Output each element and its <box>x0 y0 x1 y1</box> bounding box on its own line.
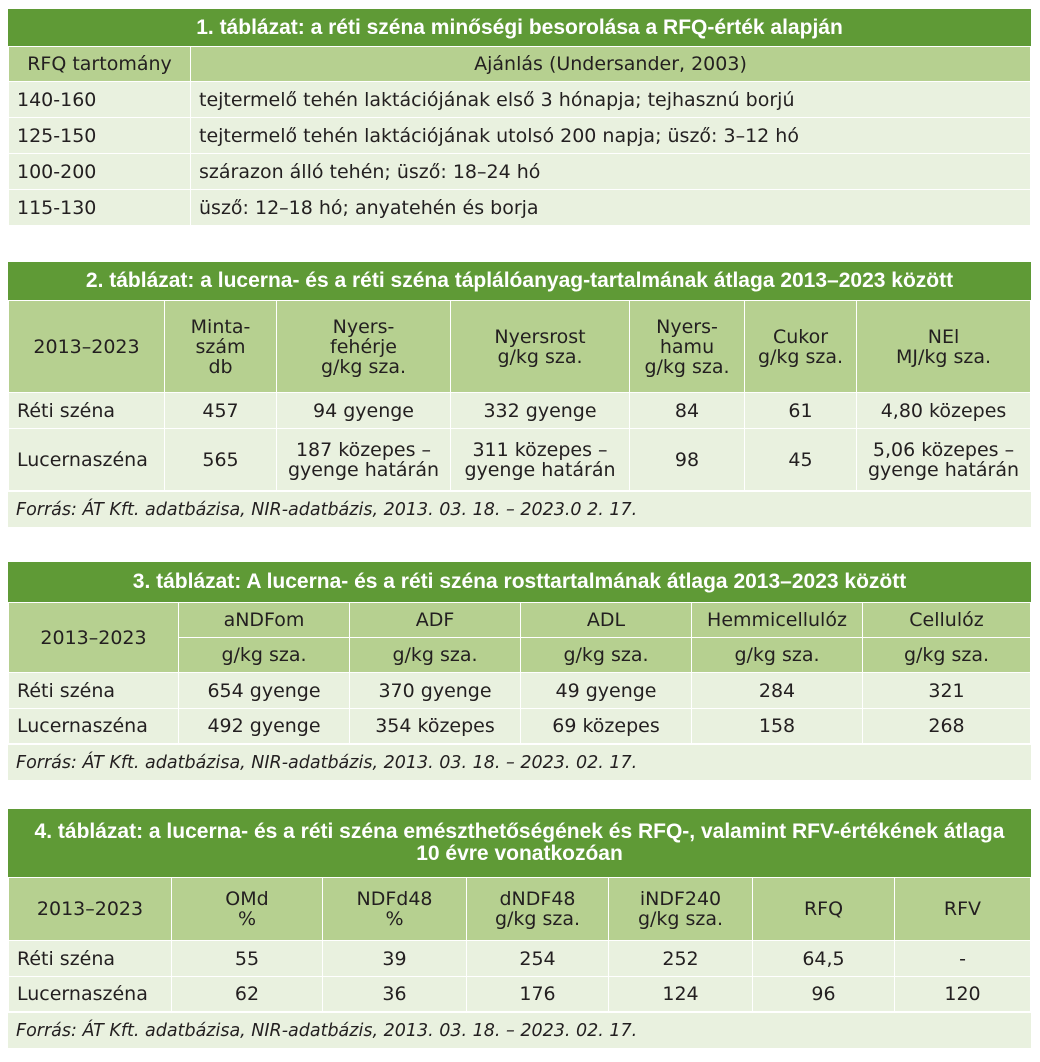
table-row <box>9 709 1031 744</box>
t2-cell <box>451 393 630 429</box>
t2-cell-line: 84 <box>674 399 700 422</box>
t4-cell: 120 <box>895 977 1031 1012</box>
t2-cell-line: 94 gyenge <box>312 399 414 422</box>
t4-cell: 55 <box>172 941 323 977</box>
t3-cell: 370 gyenge <box>350 673 521 709</box>
table-4 <box>8 809 1031 1048</box>
t2-cell-line: 311 közepes – <box>472 438 608 461</box>
t4-header <box>467 878 609 941</box>
t4-header-label <box>9 878 172 941</box>
t2-header-line: g/kg sza. <box>497 345 583 368</box>
table-row <box>9 941 1031 977</box>
t2-header-line: Cukor <box>772 325 829 348</box>
table-1-title: 1. táblázat: a réti széna minőségi besorolása a RFQ-érték alapján <box>8 9 1031 46</box>
t1-cell: szárazon álló tehén; üsző: 18–24 hó <box>191 154 1031 190</box>
t2-cell-line: 4,80 közepes <box>880 399 1007 422</box>
t2-header-line: NEl <box>927 325 960 348</box>
t3-unit: g/kg sza. <box>179 638 350 673</box>
t2-cell-line: 187 közepes – <box>295 438 432 461</box>
t4-header-line: OMd <box>225 888 269 910</box>
t2-cell <box>451 429 630 491</box>
t4-cell: 124 <box>609 977 753 1012</box>
t2-header <box>745 301 857 393</box>
t3-cell: 354 közepes <box>350 709 521 744</box>
t4-cell: 254 <box>467 941 609 977</box>
t4-header-line: NDFd48 <box>356 888 433 910</box>
t2-cell <box>857 429 1031 491</box>
t3-cell: 49 gyenge <box>521 673 692 709</box>
t3-header-period: 2013–2023 <box>9 603 179 673</box>
t3-unit: g/kg sza. <box>350 638 521 673</box>
t3-cell: 268 <box>863 709 1031 744</box>
t2-header-label <box>9 301 165 393</box>
table-4-source: Forrás: ÁT Kft. adatbázisa, NIR-adatbázis, 2013. 03. 18. – 2023. 02. 17. <box>8 1012 1031 1048</box>
t2-header-line: fehérje <box>330 335 397 358</box>
t3-header: aNDFom <box>179 603 350 638</box>
t4-cell: 252 <box>609 941 753 977</box>
t2-header <box>165 301 277 393</box>
t2-cell-line: Réti széna <box>17 399 116 422</box>
t3-header: ADF <box>350 603 521 638</box>
t4-cell: 62 <box>172 977 323 1012</box>
t2-header <box>857 301 1031 393</box>
t2-cell-line: 565 <box>202 448 239 471</box>
table-4-title <box>8 809 1031 877</box>
t2-cell-line: gyenge határán <box>464 458 616 481</box>
t1-cell: üsző: 12–18 hó; anyatehén és borja <box>191 190 1031 226</box>
t2-header-line: g/kg sza. <box>644 355 730 378</box>
table-3-title: 3. táblázat: A lucerna- és a réti széna rosttartalmának átlaga 2013–2023 között <box>8 562 1031 602</box>
t3-unit: g/kg sza. <box>521 638 692 673</box>
t2-cell <box>630 429 745 491</box>
t2-cell-line: 332 gyenge <box>483 399 597 422</box>
t4-cell: 176 <box>467 977 609 1012</box>
t1-cell: 115-130 <box>9 190 191 226</box>
t4-header-line: g/kg sza. <box>494 908 581 930</box>
table-1-grid <box>8 46 1031 226</box>
table-2-grid <box>8 300 1031 491</box>
table-2 <box>8 262 1031 527</box>
t2-cell-line: 457 <box>202 399 239 422</box>
table-2-title: 2. táblázat: a lucerna- és a réti széna táplálóanyag-tartalmának átlaga 2013–2023 között <box>8 262 1031 300</box>
t2-header-line: Minta- <box>190 315 251 338</box>
t2-header <box>630 301 745 393</box>
t2-cell <box>277 393 451 429</box>
t4-header-line: g/kg sza. <box>637 908 724 930</box>
table-4-title-line1: 4. táblázat: a lucerna- és a réti széna emészthetőségének és RFQ-, valamint RFV-értékének átlaga <box>34 820 1005 843</box>
t2-header-line: g/kg sza. <box>757 345 844 368</box>
t2-header-line: hamu <box>659 335 715 358</box>
t2-header-line: Nyersrost <box>494 325 586 348</box>
t3-unit: g/kg sza. <box>692 638 863 673</box>
table-4-title-line2: 10 évre vonatkozóan <box>416 842 623 865</box>
t4-header-line: RFQ <box>803 898 844 920</box>
table-row <box>9 118 1031 154</box>
t4-cell: 64,5 <box>753 941 895 977</box>
table-3 <box>8 562 1031 780</box>
t2-cell <box>277 429 451 491</box>
table-row <box>9 429 1031 491</box>
t2-cell-label <box>9 393 165 429</box>
t1-cell: 100-200 <box>9 154 191 190</box>
t2-cell <box>745 429 857 491</box>
t4-header <box>609 878 753 941</box>
table-3-source: Forrás: ÁT Kft. adatbázisa, NIR-adatbázis, 2013. 03. 18. – 2023. 02. 17. <box>8 744 1031 780</box>
t2-header-line: 2013–2023 <box>33 335 140 358</box>
t3-cell: 69 közepes <box>521 709 692 744</box>
t2-cell <box>745 393 857 429</box>
table-3-grid <box>8 602 1031 744</box>
t2-cell <box>165 429 277 491</box>
t4-cell: - <box>895 941 1031 977</box>
t1-cell: 140-160 <box>9 82 191 118</box>
table-1 <box>8 9 1031 226</box>
table-row <box>9 977 1031 1012</box>
t3-cell: 158 <box>692 709 863 744</box>
t3-cell: 654 gyenge <box>179 673 350 709</box>
t2-cell-line: gyenge határán <box>867 458 1020 481</box>
t1-cell: 125-150 <box>9 118 191 154</box>
table-4-grid <box>8 877 1031 1012</box>
table-row <box>9 190 1031 226</box>
t4-header-line: RFV <box>943 898 982 920</box>
table-2-source: Forrás: ÁT Kft. adatbázisa, NIR-adatbázis, 2013. 03. 18. – 2023.0 2. 17. <box>8 491 1031 527</box>
t4-header <box>895 878 1031 941</box>
t4-header-line: iNDF240 <box>639 888 722 910</box>
table-row <box>9 154 1031 190</box>
t3-header: Cellulóz <box>863 603 1031 638</box>
t2-cell-line: 5,06 közepes – <box>872 438 1015 461</box>
t4-header-line: 2013–2023 <box>36 898 144 920</box>
t2-cell-line: 61 <box>788 399 813 422</box>
t2-header-line: szám <box>195 335 246 358</box>
t2-header-line: Nyers- <box>332 315 395 338</box>
t4-header <box>323 878 467 941</box>
t4-header-line: % <box>237 908 257 930</box>
t2-cell <box>857 393 1031 429</box>
t2-header <box>451 301 630 393</box>
t2-cell-label <box>9 429 165 491</box>
t4-header <box>172 878 323 941</box>
t2-cell <box>165 393 277 429</box>
table-row <box>9 673 1031 709</box>
t1-header-recommendation: Ajánlás (Undersander, 2003) <box>191 47 1031 82</box>
t1-cell: tejtermelő tehén laktációjának első 3 hónapja; tejhasznú borjú <box>191 82 1031 118</box>
t3-row-label: Réti széna <box>9 673 179 709</box>
t1-header-range: RFQ tartomány <box>9 47 191 82</box>
t3-row-label: Lucernaszéna <box>9 709 179 744</box>
t2-header-line: Nyers- <box>656 315 718 338</box>
t4-header-line: % <box>385 908 404 930</box>
t3-cell: 321 <box>863 673 1031 709</box>
t4-row-label: Réti széna <box>9 941 172 977</box>
t4-header-line: dNDF48 <box>499 888 576 910</box>
t4-header <box>753 878 895 941</box>
t4-cell: 36 <box>323 977 467 1012</box>
t1-cell: tejtermelő tehén laktációjának utolsó 200 napja; üsző: 3–12 hó <box>191 118 1031 154</box>
t4-cell: 39 <box>323 941 467 977</box>
t2-header-line: g/kg sza. <box>320 355 407 378</box>
t3-cell: 492 gyenge <box>179 709 350 744</box>
table-row <box>9 393 1031 429</box>
t3-unit: g/kg sza. <box>863 638 1031 673</box>
t3-cell: 284 <box>692 673 863 709</box>
t2-cell-line: Lucernaszéna <box>17 448 148 471</box>
t2-cell-line: 45 <box>788 448 813 471</box>
t2-cell <box>630 393 745 429</box>
t2-header-line: MJ/kg sza. <box>895 345 992 368</box>
t4-cell: 96 <box>753 977 895 1012</box>
t3-header: ADL <box>521 603 692 638</box>
t3-header: Hemmicellulóz <box>692 603 863 638</box>
t2-cell-line: 98 <box>674 448 700 471</box>
t4-row-label: Lucernaszéna <box>9 977 172 1012</box>
t2-header <box>277 301 451 393</box>
t2-header-line: db <box>208 355 233 378</box>
table-row <box>9 82 1031 118</box>
t2-cell-line: gyenge határán <box>287 458 440 481</box>
